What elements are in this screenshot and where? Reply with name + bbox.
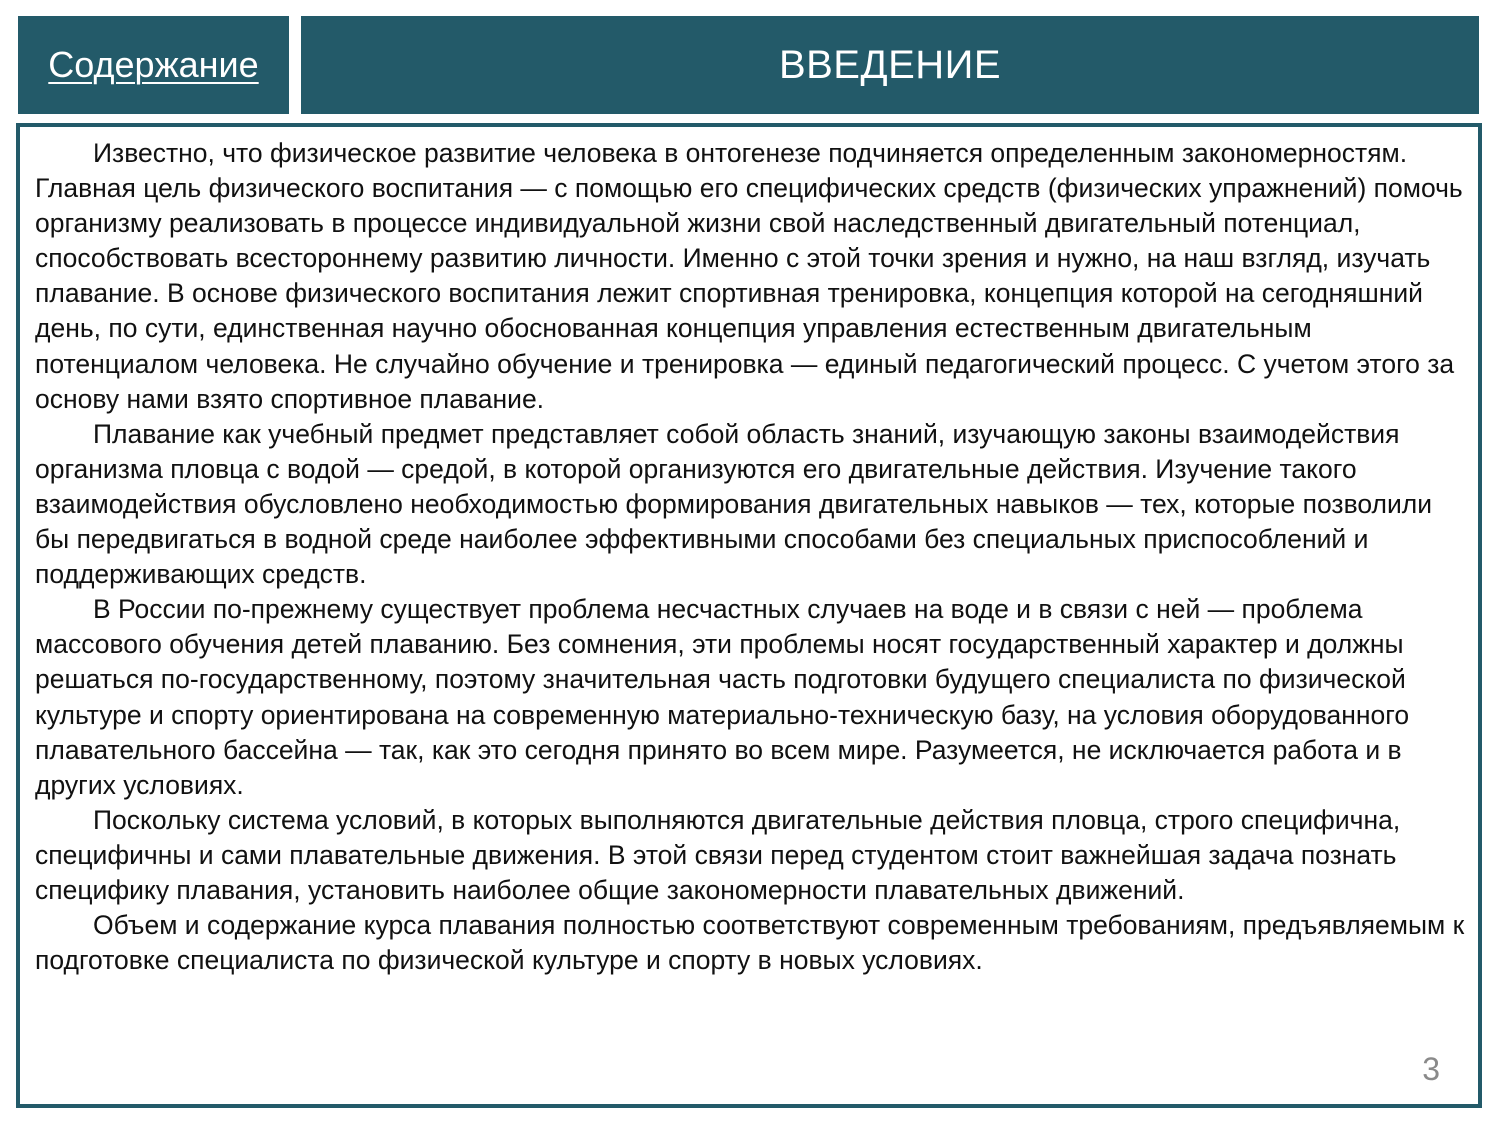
body-text (35, 136, 1465, 978)
paragraph: Известно, что физическое развитие человека в онтогенезе подчиняется определенным закономерностям. Главная цель физического воспитания — с помощью его специфических средств (физических упражнений) помочь организму реализовать в процессе индивидуальной жизни свой наследственный двигательный потенциал, способствовать всестороннему развитию личности. Именно с этой точки зрения и нужно, на наш взгляд, изучать плавание. В основе физического воспитания лежит спортивная тренировка, концепция которой на сегодняшний день, по сути, единственная научно обоснованная концепция управления естественным двигательным потенциалом человека. Не случайно обучение и тренировка — единый педагогический процесс. С учетом этого за основу нами взято спортивное плавание. (35, 138, 1463, 414)
content-frame (16, 123, 1482, 1108)
contents-nav-box (18, 16, 289, 114)
title-bar (301, 16, 1479, 114)
page-title: ВВЕДЕНИЕ (778, 42, 1002, 87)
paragraph: Плавание как учебный предмет представляет собой область знаний, изучающую законы взаимодействия организма пловца с водой — средой, в которой организуются его двигательные действия. Изучение такого взаимодействия обусловлено необходимостью формирования двигательных навыков — тех, которые позволили бы передвигаться в водной среде наиболее эффективными способами без специальных приспособлений и поддерживающих средств. (35, 418, 1433, 590)
page-number: 3 (1422, 1051, 1440, 1087)
contents-link[interactable]: Содержание (48, 44, 259, 85)
paragraph: Поскольку система условий, в которых выполняются двигательные действия пловца, строго специфична, специфичны и сами плавательные движения. В этой связи перед студентом стоит важнейшая задача познать специфику плавания, установить наиболее общие закономерности плавательных движений. (35, 804, 1401, 905)
paragraph: Объем и содержание курса плавания полностью соответствуют современным требованиям, предъявляемым к подготовке специалиста по физической культуре и спорту в новых условиях. (35, 910, 1465, 976)
paragraph: В России по-прежнему существует проблема несчастных случаев на воде и в связи с ней — проблема массового обучения детей плаванию. Без сомнения, эти проблемы носят государственный характер и должны решаться по-государственному, поэтому значительная часть подготовки будущего специалиста по физической культуре и спорту ориентирована на современную материально-техническую базу, на условия оборудованного плавательного бассейна — так, как это сегодня принято во всем мире. Разумеется, не исключается работа и в других условиях. (35, 594, 1410, 800)
